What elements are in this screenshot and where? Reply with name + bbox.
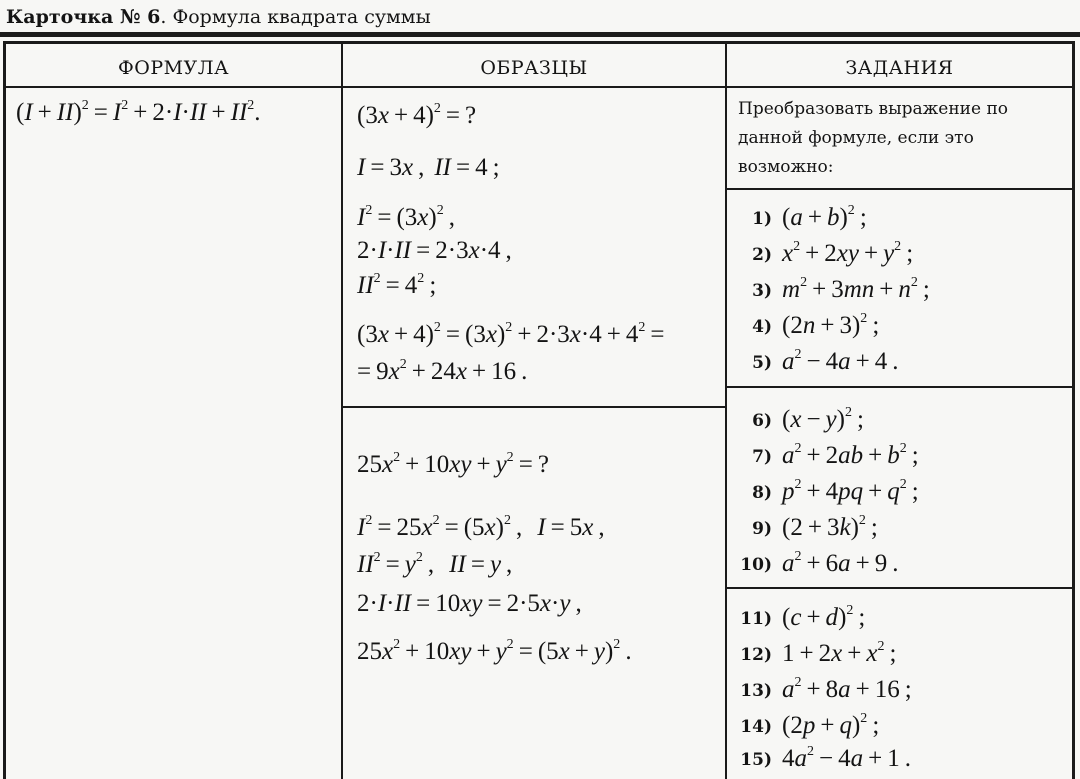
task-number: 3) [752, 281, 772, 301]
top-rule [0, 32, 1080, 37]
task-item: 8) $p^2 + 4pq + q^2$ ; [732, 477, 919, 506]
task-number: 15) [740, 750, 772, 770]
header-tasks: ЗАДАНИЯ [845, 57, 954, 79]
sample2-line: $II^2 = y^2$ , II = y , [357, 550, 513, 578]
task-item: 5) $a^2 - 4a + 4$ . [732, 347, 899, 376]
sample1-line: $(3x + 4)^2$ = ? [357, 101, 477, 129]
header-samples: ОБРАЗЦЫ [480, 57, 588, 79]
task-number: 5) [752, 353, 772, 373]
sample1-line: $I^2 = (3x)^2$ , [357, 203, 455, 231]
sample1-line: $II^2 = 4^2$ ; [357, 271, 437, 299]
task-number: 2) [752, 245, 772, 265]
task-item: 2) $x^2 + 2xy + y^2$ ; [732, 239, 913, 268]
task-item: 3) $m^2 + 3mn + n^2$ ; [732, 275, 930, 304]
task-number: 11) [740, 609, 772, 629]
sample1-line: $(3x + 4)^2 = (3x)^2 + 2\cdot 3x\cdot 4 + 4^2$ = [357, 320, 665, 348]
task-item: 4) $(2n + 3)^2$ ; [732, 311, 879, 340]
task-number: 9) [752, 519, 772, 539]
task-instruction: Преобразовать выражение по данной формуле, если это возможно: [738, 99, 1009, 177]
task-number: 7) [752, 447, 772, 467]
sample1-line: = $9x^2 + 24x + 16$ . [357, 357, 528, 385]
sample1-line: I = 3x , II = 4 ; [357, 154, 500, 181]
card-subtitle: . Формула квадрата суммы [160, 6, 431, 28]
sample2-line: $25x^2 + 10xy + y^2 = (5x + y)^2$ . [357, 637, 632, 665]
sample2-line: 2·I·II = 10xy = 2·5x·y , [357, 590, 582, 617]
task-item: 14) $(2p + q)^2$ ; [732, 711, 879, 740]
card-number: Карточка № 6 [6, 6, 161, 28]
task-item: 11) $(c + d)^2$ ; [732, 603, 865, 632]
card-title [6, 6, 431, 28]
task-number: 4) [752, 317, 772, 337]
task-number: 10) [740, 555, 772, 575]
task-item: 9) $(2 + 3k)^2$ ; [732, 513, 878, 542]
sample2-line: $I^2 = 25x^2 = (5x)^2$ , I = 5x , [357, 513, 605, 541]
task-item: 1) $(a + b)^2$ ; [732, 203, 867, 232]
task-item: 12) $1 + 2x + x^2$ ; [732, 639, 896, 668]
task-item: 15) $4a^2 - 4a + 1$ . [732, 744, 911, 773]
task-number: 12) [740, 645, 772, 665]
sample2-line: $25x^2 + 10xy + y^2$ = ? [357, 450, 549, 478]
sample1-line: 2·I·II = 2·3x·4 , [357, 237, 512, 264]
task-item: 10) $a^2 + 6a + 9$ . [732, 549, 899, 578]
task-item: 13) $a^2 + 8a + 16$ ; [732, 675, 912, 704]
task-number: 6) [752, 411, 772, 431]
task-number: 13) [740, 681, 772, 701]
task-number: 1) [752, 209, 772, 229]
task-number: 14) [740, 717, 772, 737]
sum-square-formula: $(I + II)^2 = I^2 + 2\cdot I\cdot II + II^2$. [16, 98, 261, 126]
task-number: 8) [752, 483, 772, 503]
task-item: 7) $a^2 + 2ab + b^2$ ; [732, 441, 919, 470]
task-item: 6) $(x - y)^2$ ; [732, 405, 864, 434]
header-formula: ФОРМУЛА [117, 57, 230, 79]
